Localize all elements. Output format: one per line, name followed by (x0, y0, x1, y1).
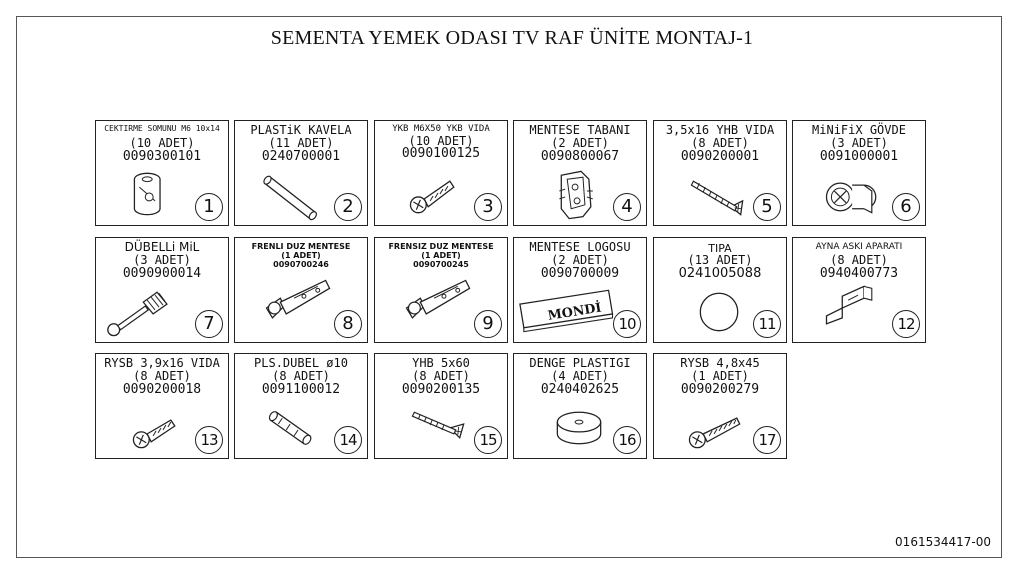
part-qty: (1 ADET) (281, 251, 321, 260)
part-card-3 (374, 120, 508, 226)
part-code: 0090700245 (413, 260, 469, 269)
part-name: RYSB 3,9x16 VIDA (104, 356, 220, 370)
part-qty: (13 ADET) (687, 253, 753, 267)
part-qty: (8 ADET) (691, 136, 749, 150)
part-qty: (1 ADET) (691, 369, 749, 383)
part-card-8 (234, 237, 368, 343)
part-qty: (3 ADET) (133, 253, 191, 267)
part-number-badge: 12 (892, 310, 920, 338)
part-name: CEKTIRME SOMUNU M6 10x14 (104, 124, 220, 133)
logo-text: MONDİ (546, 300, 603, 324)
page-title: SEMENTA YEMEK ODASI TV RAF ÜNİTE MONTAJ-1 (270, 27, 754, 49)
part-name: PLASTiK KAVELA (250, 123, 352, 137)
part-number-badge: 17 (753, 426, 781, 454)
part-card-1 (95, 120, 229, 226)
document-code: 0161534417-00 (895, 535, 991, 549)
part-number-badge: 6 (892, 193, 920, 221)
part-card-5 (653, 120, 787, 226)
part-card-15 (374, 353, 508, 459)
part-number-badge: 5 (753, 193, 781, 221)
part-qty: (10 ADET) (129, 136, 195, 150)
part-card-10 (513, 237, 647, 343)
part-code: 0090700246 (273, 260, 329, 269)
part-qty: (8 ADET) (133, 369, 191, 383)
part-name: YHB 5x60 (412, 356, 470, 370)
part-number-badge: 7 (195, 310, 223, 338)
part-code: 0091000001 (819, 149, 899, 164)
part-qty: (8 ADET) (272, 369, 330, 383)
part-card-2 (234, 120, 368, 226)
part-code: 0090200135 (401, 382, 481, 397)
part-card-6 (792, 120, 926, 226)
part-qty: (1 ADET) (421, 251, 461, 260)
part-qty: (2 ADET) (551, 136, 609, 150)
part-card-11 (653, 237, 787, 343)
part-card-12 (792, 237, 926, 343)
part-qty: (11 ADET) (268, 136, 334, 150)
part-code: 0240700001 (261, 149, 341, 164)
part-card-14 (234, 353, 368, 459)
part-code: 0090300101 (122, 149, 202, 164)
part-number-badge: 9 (474, 310, 502, 338)
part-code: 0090200279 (680, 382, 760, 397)
part-number-badge: 14 (334, 426, 362, 454)
part-qty: (4 ADET) (551, 369, 609, 383)
part-name: AYNA ASKI APARATI (815, 242, 903, 252)
part-qty: (8 ADET) (830, 253, 888, 267)
part-code: 0090200001 (680, 149, 760, 164)
part-number-badge: 10 (613, 310, 641, 338)
part-number-badge: 11 (753, 310, 781, 338)
part-name: FRENSIZ DUZ MENTESE (388, 242, 494, 251)
part-card-9 (374, 237, 508, 343)
part-code: 0090700009 (540, 266, 620, 281)
part-card-13 (95, 353, 229, 459)
part-name: DÜBELLi MiL (124, 240, 200, 254)
part-name: TIPA (708, 242, 732, 255)
part-code: 0940400773 (819, 266, 899, 281)
part-number-badge: 3 (474, 193, 502, 221)
part-card-16 (513, 353, 647, 459)
part-card-7 (95, 237, 229, 343)
part-number-badge: 4 (613, 193, 641, 221)
part-code: 0090100125 (401, 146, 481, 161)
part-name: MiNiFiX GÖVDE (812, 123, 906, 137)
part-name: RYSB 4,8x45 (680, 356, 760, 370)
part-code: 0091100012 (261, 382, 341, 397)
part-card-17 (653, 353, 787, 459)
part-name: PLS.DUBEL ø10 (254, 356, 348, 370)
part-number-badge: 8 (334, 310, 362, 338)
part-code: 0240402625 (540, 382, 620, 397)
part-code: 0090900014 (122, 266, 202, 281)
part-code: 0090200018 (122, 382, 202, 397)
part-qty: (2 ADET) (551, 253, 609, 267)
part-number-badge: 16 (613, 426, 641, 454)
part-name: FRENLI DUZ MENTESE (251, 242, 351, 251)
part-number-badge: 2 (334, 193, 362, 221)
part-number-badge: 1 (195, 193, 223, 221)
part-name: MENTESE TABANI (529, 123, 631, 137)
part-code: 0241005088 (678, 266, 762, 281)
part-card-4 (513, 120, 647, 226)
part-number-badge: 15 (474, 426, 502, 454)
part-qty: (3 ADET) (830, 136, 888, 150)
part-name: DENGE PLASTIGI (529, 356, 631, 370)
part-name: MENTESE LOGOSU (529, 240, 631, 254)
part-code: 0090800067 (540, 149, 620, 164)
part-qty: (8 ADET) (412, 369, 470, 383)
part-qty: (10 ADET) (408, 134, 474, 148)
part-number-badge: 13 (195, 426, 223, 454)
part-name: 3,5x16 YHB VIDA (665, 123, 775, 137)
part-name: YKB M6X50 YKB VIDA (392, 124, 490, 134)
